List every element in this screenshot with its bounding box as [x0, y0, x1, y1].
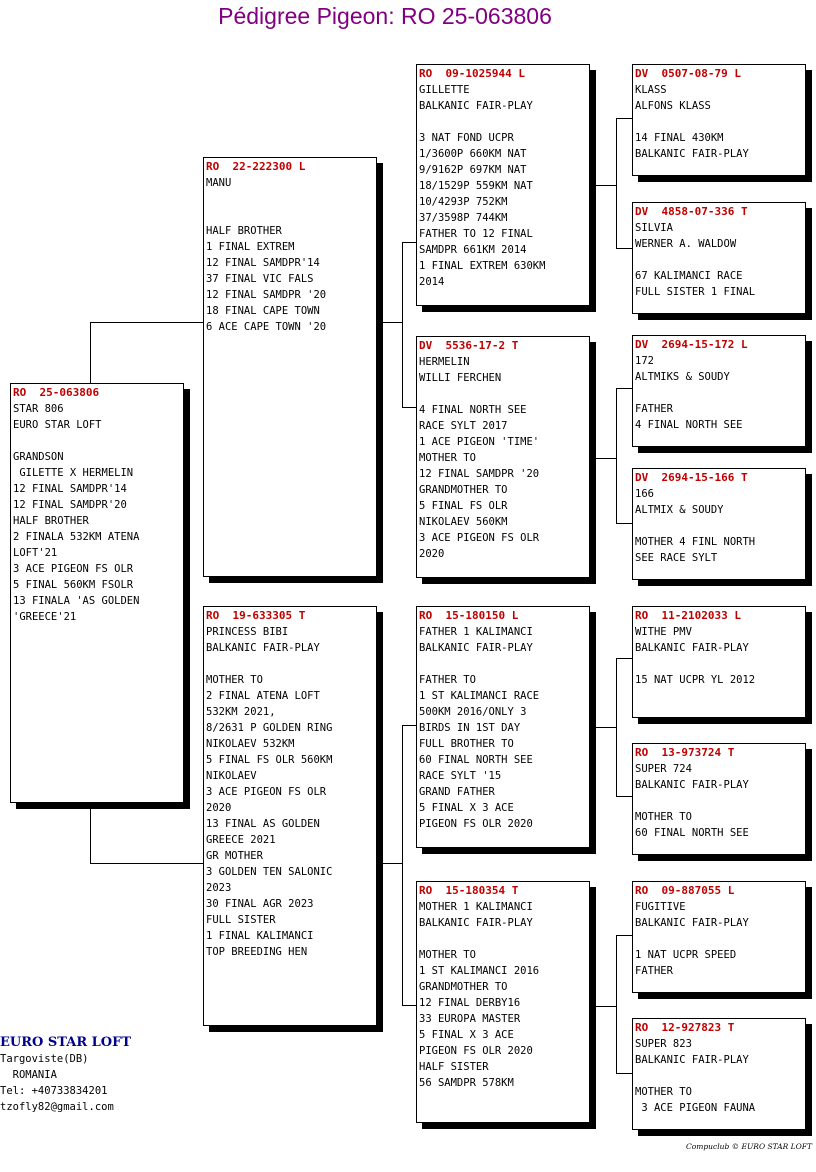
- pigeon-info-line: 10/4293P 752KM: [419, 196, 508, 208]
- connector: [616, 935, 617, 1073]
- pigeon-info-line: MOTHER 1 KALIMANCI: [419, 901, 533, 913]
- pigeon-info-line: 9/9162P 697KM NAT: [419, 164, 527, 176]
- pigeon-info-line: FULL BROTHER TO: [419, 738, 514, 750]
- ring-number: RO 25-063806: [13, 386, 100, 399]
- connector: [616, 248, 632, 249]
- pigeon-info-line: 6 ACE CAPE TOWN '20: [206, 321, 327, 333]
- pigeon-info-line: 12 FINAL DERBY16: [419, 997, 521, 1009]
- pigeon-info-line: NIKOLAEV 560KM: [419, 516, 508, 528]
- loft-contact: [0, 1035, 131, 1115]
- pigeon-info-line: [635, 385, 803, 401]
- pigeon-info-line: 3 GOLDEN TEN SALONIC: [206, 866, 333, 878]
- pigeon-info-line: BALKANIC FAIR-PLAY: [206, 642, 320, 654]
- pigeon-info-line: FATHER TO 12 FINAL: [419, 228, 533, 240]
- pigeon-info-line: HERMELIN: [419, 356, 470, 368]
- pigeon-info-line: 14 FINAL 430KM: [635, 132, 724, 144]
- pigeon-info-line: EURO STAR LOFT: [13, 419, 102, 431]
- connector: [596, 1006, 616, 1007]
- pigeon-info-line: 532KM 2021,: [206, 706, 276, 718]
- pigeon-info-line: [635, 252, 803, 268]
- pigeon-info-line: 56 SAMDPR 578KM: [419, 1077, 514, 1089]
- connector: [90, 322, 204, 323]
- pigeon-card-sds[interactable]: [632, 335, 806, 447]
- connector: [402, 407, 416, 408]
- connector: [382, 863, 402, 864]
- pigeon-card-sdd[interactable]: [632, 468, 806, 580]
- pigeon-info-line: MOTHER TO: [419, 452, 476, 464]
- ring-number: DV 2694-15-166 T: [635, 471, 748, 484]
- connector: [402, 1005, 416, 1006]
- pigeon-info-line: HALF BROTHER: [13, 515, 89, 527]
- loft-email: tzofly82@gmail.com: [0, 1101, 114, 1113]
- pigeon-info-line: [419, 656, 587, 672]
- pigeon-info-line: BALKANIC FAIR-PLAY: [419, 100, 533, 112]
- pigeon-info-line: 12 FINAL SAMDPR'14: [13, 483, 127, 495]
- pigeon-info-line: 37/3598P 744KM: [419, 212, 508, 224]
- connector: [402, 725, 403, 1005]
- ring-number: RO 11-2102033 L: [635, 609, 741, 622]
- connector: [596, 185, 616, 186]
- pigeon-info-line: FATHER: [635, 403, 673, 415]
- pigeon-info-line: GRANDSON: [13, 451, 64, 463]
- pigeon-info-line: BALKANIC FAIR-PLAY: [635, 148, 749, 160]
- pigeon-info-line: 4 FINAL NORTH SEE: [635, 419, 743, 431]
- pigeon-info-line: [635, 656, 803, 672]
- pigeon-card-sire[interactable]: [203, 157, 377, 577]
- pigeon-info-line: 12 FINAL SAMDPR'14: [206, 257, 320, 269]
- pigeon-info-line: GRAND FATHER: [419, 786, 495, 798]
- pigeon-info-line: GILLETTE: [419, 84, 470, 96]
- pigeon-info-line: WILLI FERCHEN: [419, 372, 502, 384]
- pigeon-info-line: WERNER A. WALDOW: [635, 238, 737, 250]
- pigeon-info-line: RACE SYLT 2017: [419, 420, 508, 432]
- pigeon-info-line: 2023: [206, 882, 232, 894]
- pigeon-info-line: [635, 518, 803, 534]
- pigeon-info-line: 60 FINAL NORTH SEE: [419, 754, 533, 766]
- pigeon-info-line: 13 FINALA 'AS GOLDEN: [13, 595, 140, 607]
- pigeon-info-line: 67 KALIMANCI RACE: [635, 270, 743, 282]
- pigeon-info-line: BIRDS IN 1ST DAY: [419, 722, 521, 734]
- pigeon-info-line: [206, 191, 374, 207]
- pigeon-info-line: 18 FINAL CAPE TOWN: [206, 305, 320, 317]
- pigeon-card-sire-dam[interactable]: [416, 336, 590, 578]
- ring-number: RO 13-973724 T: [635, 746, 735, 759]
- pigeon-info-line: 1/3600P 660KM NAT: [419, 148, 527, 160]
- pigeon-info-line: NIKOLAEV: [206, 770, 257, 782]
- pigeon-info-line: STAR 806: [13, 403, 64, 415]
- pigeon-info-line: [635, 793, 803, 809]
- connector: [616, 796, 632, 797]
- pigeon-info-line: 13 FINAL AS GOLDEN: [206, 818, 320, 830]
- pigeon-card-sire-sire[interactable]: [416, 64, 590, 306]
- pigeon-info-line: PIGEON FS OLR 2020: [419, 1045, 533, 1057]
- connector: [616, 118, 617, 248]
- pigeon-info-line: GRANDMOTHER TO: [419, 981, 508, 993]
- ring-number: RO 22-222300 L: [206, 160, 306, 173]
- pigeon-info-line: 1 FINAL EXTREM: [206, 241, 295, 253]
- pigeon-info-line: GREECE 2021: [206, 834, 276, 846]
- connector: [616, 658, 632, 659]
- pigeon-info-line: 500KM 2016/ONLY 3: [419, 706, 527, 718]
- ring-number: DV 5536-17-2 T: [419, 339, 519, 352]
- pigeon-info-line: 1 FINAL KALIMANCI: [206, 930, 314, 942]
- pigeon-info-line: GR MOTHER: [206, 850, 263, 862]
- pigeon-info-line: 1 ST KALIMANCI RACE: [419, 690, 540, 702]
- connector: [90, 322, 91, 384]
- pigeon-info-line: BALKANIC FAIR-PLAY: [635, 642, 749, 654]
- connector: [596, 727, 616, 728]
- software-credit: Compuclub © EURO STAR LOFT: [686, 1142, 812, 1151]
- pigeon-info-line: SILVIA: [635, 222, 673, 234]
- ring-number: DV 2694-15-172 L: [635, 338, 748, 351]
- pigeon-info-line: MOTHER TO: [635, 811, 692, 823]
- pigeon-card-dsd[interactable]: [632, 743, 806, 855]
- pigeon-info-line: BALKANIC FAIR-PLAY: [635, 779, 749, 791]
- connector: [616, 388, 632, 389]
- pigeon-info-line: 2 FINALA 532KM ATENA: [13, 531, 140, 543]
- pigeon-info-line: BALKANIC FAIR-PLAY: [635, 917, 749, 929]
- pigeon-info-line: GILETTE X HERMELIN: [13, 467, 134, 479]
- ring-number: RO 15-180150 L: [419, 609, 519, 622]
- pigeon-info-line: 'GREECE'21: [13, 611, 77, 623]
- pigeon-info-line: 3 ACE PIGEON FS OLR: [13, 563, 134, 575]
- pigeon-info-line: FATHER: [635, 965, 673, 977]
- pigeon-info-line: NIKOLAEV 532KM: [206, 738, 295, 750]
- pigeon-info-line: 8/2631 P GOLDEN RING: [206, 722, 333, 734]
- pigeon-card-dam[interactable]: [203, 606, 377, 1026]
- pigeon-info-line: 12 FINAL SAMDPR '20: [419, 468, 540, 480]
- pigeon-info-line: ALTMIKS & SOUDY: [635, 371, 730, 383]
- pigeon-info-line: 30 FINAL AGR 2023: [206, 898, 314, 910]
- pigeon-info-line: PRINCESS BIBI: [206, 626, 289, 638]
- pigeon-info-line: 2 FINAL ATENA LOFT: [206, 690, 320, 702]
- pigeon-info-line: 12 FINAL SAMDPR '20: [206, 289, 327, 301]
- connector: [616, 523, 632, 524]
- pigeon-card-ssd[interactable]: [632, 202, 806, 314]
- connector: [90, 863, 204, 864]
- connector: [90, 809, 91, 863]
- pigeon-info-line: FATHER 1 KALIMANCI: [419, 626, 533, 638]
- pigeon-info-line: GRANDMOTHER TO: [419, 484, 508, 496]
- pigeon-card-dds[interactable]: [632, 881, 806, 993]
- pigeon-info-line: MOTHER 4 FINL NORTH: [635, 536, 756, 548]
- connector: [616, 1073, 632, 1074]
- pigeon-info-line: KLASS: [635, 84, 667, 96]
- pigeon-info-line: BALKANIC FAIR-PLAY: [419, 642, 533, 654]
- pigeon-info-line: 2020: [206, 802, 232, 814]
- pigeon-info-line: 3 ACE PIGEON FS OLR: [206, 786, 327, 798]
- pigeon-info-line: BALKANIC FAIR-PLAY: [635, 1054, 749, 1066]
- pigeon-info-line: 5 FINAL 560KM FSOLR: [13, 579, 134, 591]
- pigeon-info-line: [419, 386, 587, 402]
- pigeon-info-line: 37 FINAL VIC FALS: [206, 273, 314, 285]
- pigeon-info-line: 60 FINAL NORTH SEE: [635, 827, 749, 839]
- pigeon-info-line: [635, 1068, 803, 1084]
- pigeon-info-line: 5 FINAL X 3 ACE: [419, 1029, 514, 1041]
- pigeon-info-line: FULL SISTER: [206, 914, 276, 926]
- pigeon-info-line: [635, 931, 803, 947]
- ring-number: RO 12-927823 T: [635, 1021, 735, 1034]
- pigeon-info-line: PIGEON FS OLR 2020: [419, 818, 533, 830]
- connector: [616, 118, 632, 119]
- pigeon-card-subject[interactable]: [10, 383, 184, 803]
- pigeon-info-line: 2014: [419, 276, 445, 288]
- pigeon-info-line: 1 ST KALIMANCI 2016: [419, 965, 540, 977]
- pigeon-info-line: 3 ACE PIGEON FAUNA: [635, 1102, 756, 1114]
- pigeon-info-line: LOFT'21: [13, 547, 58, 559]
- pigeon-info-line: 4 FINAL NORTH SEE: [419, 404, 527, 416]
- pigeon-info-line: 1 FINAL EXTREM 630KM: [419, 260, 546, 272]
- pigeon-info-line: HALF SISTER: [419, 1061, 489, 1073]
- pigeon-info-line: SEE RACE SYLT: [635, 552, 718, 564]
- pigeon-info-line: [206, 207, 374, 223]
- pigeon-info-line: 3 ACE PIGEON FS OLR: [419, 532, 540, 544]
- pigeon-info-line: SUPER 823: [635, 1038, 692, 1050]
- pigeon-info-line: FULL SISTER 1 FINAL: [635, 286, 756, 298]
- pigeon-info-line: SAMDPR 661KM 2014: [419, 244, 527, 256]
- pigeon-info-line: 5 FINAL FS OLR 560KM: [206, 754, 333, 766]
- pigeon-card-sss[interactable]: [632, 64, 806, 176]
- pigeon-info-line: ALFONS KLASS: [635, 100, 711, 112]
- pigeon-info-line: 18/1529P 559KM NAT: [419, 180, 533, 192]
- pigeon-info-line: 1 NAT UCPR SPEED: [635, 949, 737, 961]
- pigeon-info-line: MANU: [206, 177, 232, 189]
- connector: [616, 658, 617, 796]
- ring-number: DV 4858-07-336 T: [635, 205, 748, 218]
- pigeon-info-line: HALF BROTHER: [206, 225, 282, 237]
- pigeon-info-line: WITHE PMV: [635, 626, 692, 638]
- ring-number: RO 09-1025944 L: [419, 67, 525, 80]
- pigeon-info-line: [635, 114, 803, 130]
- pigeon-card-dss[interactable]: [632, 606, 806, 718]
- pigeon-info-line: 12 FINAL SAMDPR'20: [13, 499, 127, 511]
- pigeon-info-line: BALKANIC FAIR-PLAY: [419, 917, 533, 929]
- loft-phone: Tel: +40733834201: [0, 1085, 108, 1097]
- pigeon-card-ddd[interactable]: [632, 1018, 806, 1130]
- pigeon-info-line: MOTHER TO: [206, 674, 263, 686]
- loft-city: Targoviste(DB): [0, 1053, 89, 1065]
- pigeon-info-line: FUGITIVE: [635, 901, 686, 913]
- connector: [402, 242, 403, 407]
- pigeon-info-line: 15 NAT UCPR YL 2012: [635, 674, 756, 686]
- pigeon-info-line: FATHER TO: [419, 674, 476, 686]
- pigeon-info-line: 5 FINAL FS OLR: [419, 500, 508, 512]
- ring-number: DV 0507-08-79 L: [635, 67, 741, 80]
- pigeon-card-dam-dam[interactable]: [416, 881, 590, 1123]
- pigeon-info-line: 166: [635, 488, 654, 500]
- ring-number: RO 19-633305 T: [206, 609, 306, 622]
- pigeon-info-line: 172: [635, 355, 654, 367]
- pigeon-info-line: [13, 433, 181, 449]
- ring-number: RO 15-180354 T: [419, 884, 519, 897]
- pigeon-info-line: SUPER 724: [635, 763, 692, 775]
- connector: [596, 458, 616, 459]
- pigeon-info-line: [206, 656, 374, 672]
- page-title: Pédigree Pigeon: RO 25-063806: [218, 3, 552, 29]
- connector: [616, 935, 632, 936]
- connector: [382, 322, 402, 323]
- pigeon-info-line: ALTMIX & SOUDY: [635, 504, 724, 516]
- pigeon-info-line: [419, 114, 587, 130]
- pigeon-info-line: [419, 931, 587, 947]
- pigeon-info-line: 1 ACE PIGEON 'TIME': [419, 436, 540, 448]
- pigeon-card-dam-sire[interactable]: [416, 606, 590, 848]
- loft-country: ROMANIA: [0, 1069, 57, 1081]
- connector: [616, 388, 617, 523]
- pigeon-info-line: MOTHER TO: [419, 949, 476, 961]
- pigeon-info-line: 5 FINAL X 3 ACE: [419, 802, 514, 814]
- loft-name: EURO STAR LOFT: [0, 1035, 132, 1050]
- pigeon-info-line: 3 NAT FOND UCPR: [419, 132, 514, 144]
- connector: [402, 725, 416, 726]
- pigeon-info-line: MOTHER TO: [635, 1086, 692, 1098]
- ring-number: RO 09-887055 L: [635, 884, 735, 897]
- pigeon-info-line: 33 EUROPA MASTER: [419, 1013, 521, 1025]
- pigeon-info-line: 2020: [419, 548, 445, 560]
- pigeon-info-line: RACE SYLT '15: [419, 770, 502, 782]
- connector: [402, 242, 416, 243]
- pigeon-info-line: TOP BREEDING HEN: [206, 946, 308, 958]
